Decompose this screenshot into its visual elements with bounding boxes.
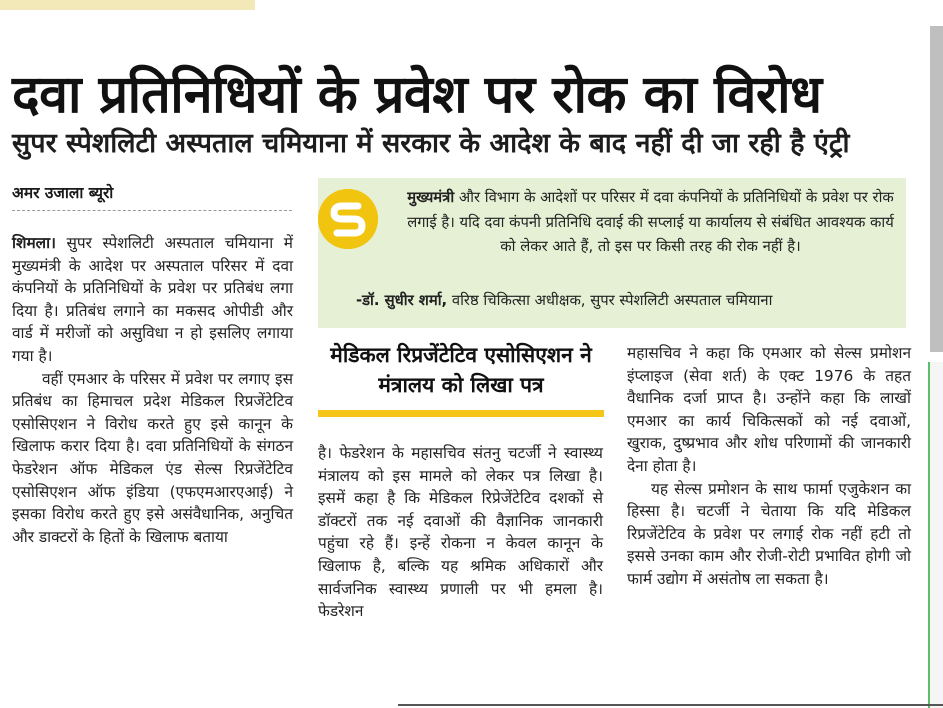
quote-speaker: मुख्यमंत्री <box>407 189 455 206</box>
dollar-s-logo-icon <box>318 189 378 249</box>
article-column-1 <box>12 232 293 548</box>
quote-text <box>398 186 903 260</box>
paragraph: वहीं एमआर के परिसर में प्रवेश पर लगाए इस प्रतिबंध का हिमाचल प्रदेश मेडिकल रिप्रजेंटेटिव एसोसिएशन ने विरोध करते हुए इसे कानून के खिलाफ करार दिया है। दवा प्रतिनिधियों के संगठन फेडरेशन ऑफ मेडिकल एंड सेल्स रिप्रजेंटेटिव एसोसिएशन ऑफ इंडिया (एफएमआरएआई) ने इसका विरोध करते हुए इसे असंवैधानिक, अनुचित और डाक्टरों के हितों के खिलाफ बताया <box>12 369 293 546</box>
subheadline: सुपर स्पेशलिटी अस्पताल चमियाना में सरकार के आदेश के बाद नहीं दी जा रही है एंट्री <box>12 128 850 159</box>
quote-attribution <box>356 290 896 312</box>
top-strip <box>0 0 255 10</box>
paragraph-text: सुपर स्पेशलिटी अस्पताल चमियाना में मुख्यमंत्री के आदेश पर अस्पताल परिसर में दवा कंपनियों के प्रतिनिधियों के प्रवेश पर प्रतिबंध लगा दिया है। प्रतिबंध लगाने का मकसद ओपीडी और वार्ड में मरीजों को असुविधा न हो इसलिए लगाया गया है। <box>12 234 293 365</box>
byline: अमर उजाला ब्यूरो <box>12 180 292 211</box>
paragraph <box>12 232 293 368</box>
quote-body: और विभाग के आदेशों पर परिसर में दवा कंपनियों के प्रतिनिधियों के प्रवेश पर रोक लगाई है। यदि दवा कंपनी प्रतिनिधि दवाई की सप्लाई या कार्यालय से संबंधित आवश्यक कार्य को लेकर आते हैं, तो इस पर किसी तरह की रोक नहीं है। <box>407 189 894 255</box>
paragraph: है। फेडरेशन के महासचिव संतनु चटर्जी ने स्वास्थ्य मंत्रालय को इस मामले को लेकर पत्र लिखा है। इसमें कहा है कि मेडिकल रिप्रेजेंटेटिव दशकों से डॉक्टरों तक नई दवाओं की वैज्ञानिक जानकारी पहुंचा रहे हैं। इन्हें रोकना न केवल कानून के खिलाफ है, बल्कि यह श्रमिक अधिकारों और सार्वजनिक स्वास्थ्य प्रणाली पर भी हमला है। फेडरेशन <box>318 444 603 621</box>
dateline: शिमला। <box>12 234 56 252</box>
paragraph: महासचिव ने कहा कि एमआर को सेल्स प्रमोशन इंप्लाइज (सेवा शर्त) के एक्ट 1976 के तहत वैधानिक दर्जा प्राप्त है। उन्होंने कहा कि लाखों एमआर का कार्य चिकित्सकों को नई दवाओं, खुराक, दुष्प्रभाव और शोध परिणामों की जानकारी देना होता है। <box>627 344 911 475</box>
box-heading: मेडिकल रिप्रजेंटेटिव एसोसिएशन ने मंत्रालय को लिखा पत्र <box>330 343 592 397</box>
box-heading-rule <box>318 410 604 417</box>
headline: दवा प्रतिनिधियों के प्रवेश पर रोक का विरोध <box>12 64 822 125</box>
page-edge-frame <box>928 362 943 708</box>
paragraph: यह सेल्स प्रमोशन के साथ फार्मा एजुकेशन का हिस्सा है। चटर्जी ने चेताया कि यदि मेडिकल रिप्रजेंटेटिव के प्रवेश पर लगाई रोक नहीं हटी तो इससे उनका काम और रोजी-रोटी प्रभावित होगी जो फार्म उद्योग में असंतोष ला सकता है। <box>627 479 911 588</box>
page-edge-frame <box>930 26 943 352</box>
article-column-2 <box>318 442 603 623</box>
dollar-s-logo-icon <box>318 189 378 249</box>
article-column-3 <box>627 342 911 591</box>
attribution-name: -डॉ. सुधीर शर्मा, <box>356 292 448 309</box>
attribution-role: वरिष्ठ चिकित्सा अधीक्षक, सुपर स्पेशलिटी अस्पताल चमियाना <box>447 292 773 309</box>
divider <box>398 704 943 706</box>
